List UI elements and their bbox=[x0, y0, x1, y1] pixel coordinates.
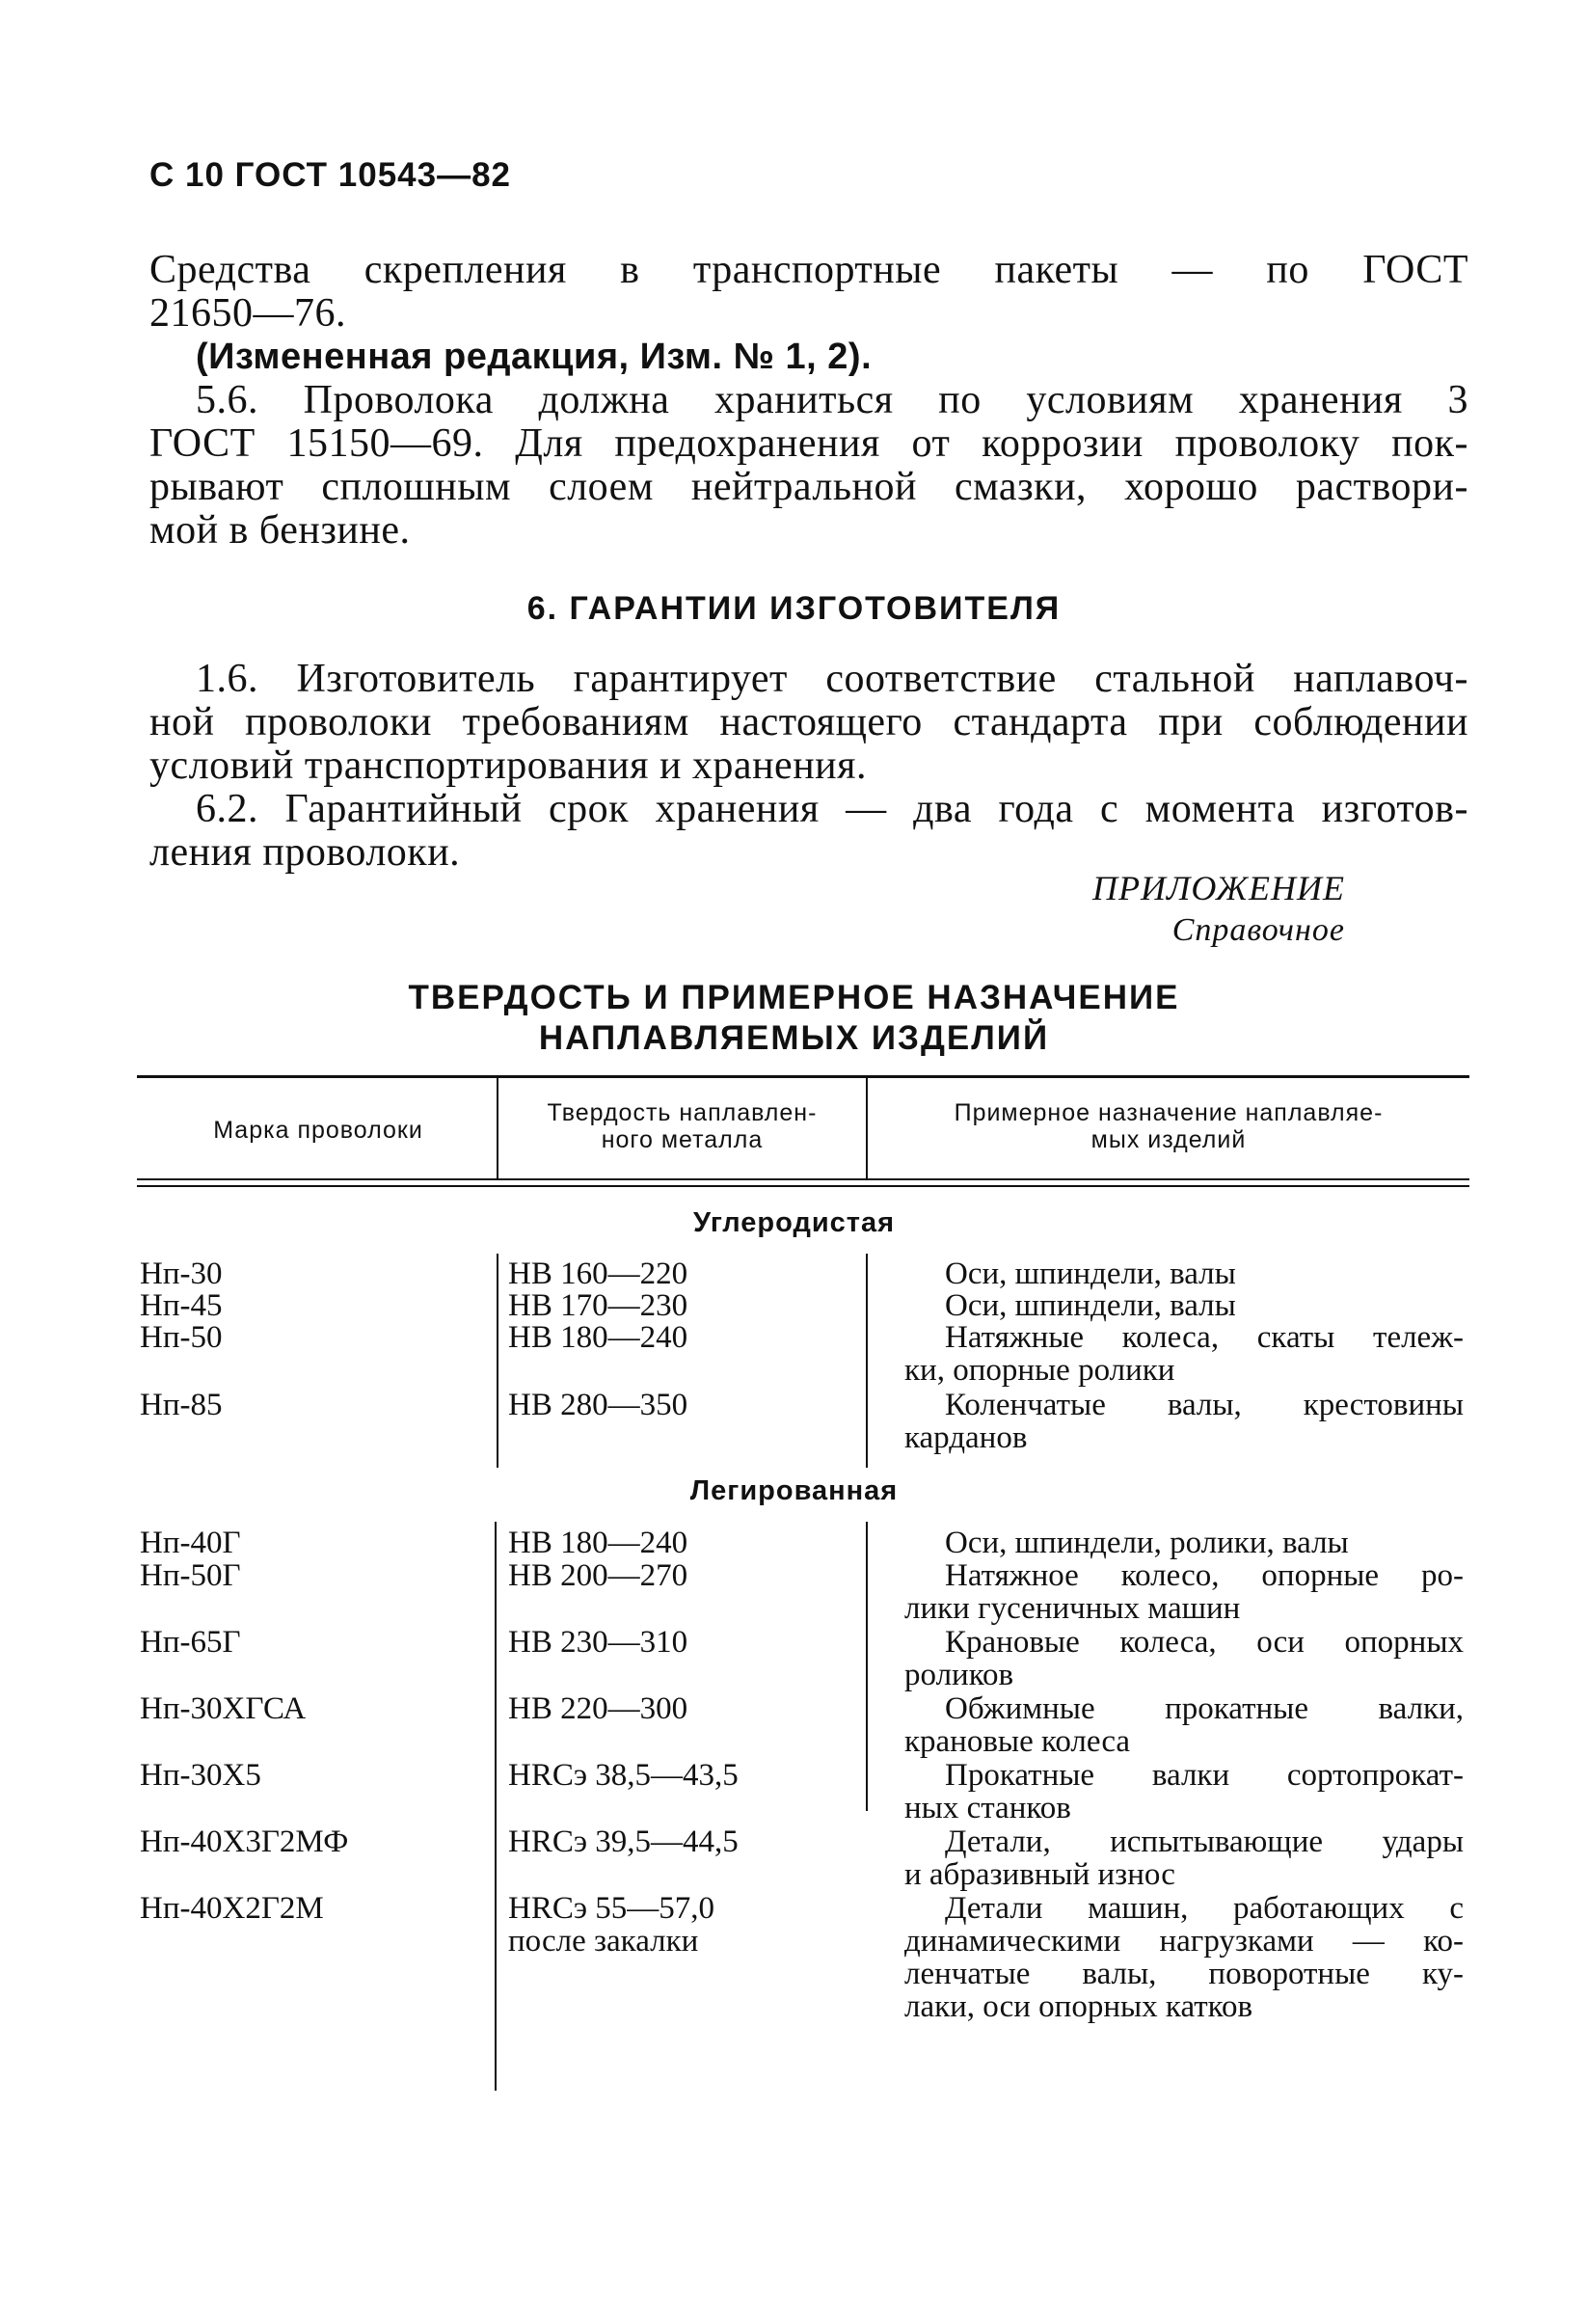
column-header-purpose-line: мых изделий bbox=[1090, 1126, 1247, 1153]
page-header: С 10 ГОСТ 10543—82 bbox=[149, 156, 512, 194]
purpose-line: Обжимные прокатные валки, bbox=[945, 1691, 1464, 1726]
table-body-divider-1 bbox=[495, 1522, 497, 2091]
intro-paragraph bbox=[149, 249, 1468, 553]
table-row-hardness: HB 200—270 bbox=[508, 1558, 688, 1593]
appendix-label: ПРИЛОЖЕНИЕ bbox=[1092, 869, 1345, 907]
table-row-purpose bbox=[904, 1289, 1464, 1322]
purpose-line: Оси, шпиндели, валы bbox=[945, 1257, 1236, 1291]
table-row-grade: Нп-45 bbox=[140, 1288, 223, 1323]
table-row-hardness: HB 220—300 bbox=[508, 1691, 688, 1726]
appendix-title-line-1: ТВЕРДОСТЬ И ПРИМЕРНОЕ НАЗНАЧЕНИЕ bbox=[408, 979, 1180, 1016]
purpose-line: крановые колеса bbox=[904, 1724, 1131, 1759]
amendment-note: (Измененная редакция, Изм. № 1, 2). bbox=[196, 337, 873, 377]
table-row-grade: Нп-50Г bbox=[140, 1558, 241, 1593]
purpose-line: Натяжные колеса, скаты тележ- bbox=[945, 1320, 1464, 1355]
table-row-hardness: HB 180—240 bbox=[508, 1320, 688, 1355]
purpose-line: Оси, шпиндели, ролики, валы bbox=[945, 1526, 1349, 1560]
p62-line: 6.2. Гарантийный срок хранения — два года с момента изготов- bbox=[196, 787, 1468, 831]
column-header-grade: Марка проволоки bbox=[213, 1117, 423, 1144]
purpose-line: роликов bbox=[904, 1658, 1014, 1692]
purpose-line: ленчатые валы, поворотные ку- bbox=[904, 1957, 1464, 1991]
table-row-hardness: HRCэ 38,5—43,5 bbox=[508, 1758, 739, 1793]
purpose-line: ки, опорные ролики bbox=[904, 1353, 1175, 1388]
table-row-hardness: HB 170—230 bbox=[508, 1288, 688, 1323]
intro-line-1: Средства скрепления в транспортные пакеты — по ГОСТ bbox=[149, 248, 1468, 292]
purpose-line: Оси, шпиндели, валы bbox=[945, 1288, 1236, 1323]
column-header-purpose bbox=[868, 1099, 1469, 1153]
group-title-alloy: Легированная bbox=[689, 1475, 899, 1506]
column-header-hardness-line: ного металла bbox=[601, 1126, 764, 1153]
p61-line: условий транспортирования и хранения. bbox=[149, 743, 867, 788]
table-row-purpose bbox=[904, 1321, 1464, 1387]
purpose-line: Крановые колеса, оси опорных bbox=[945, 1625, 1464, 1660]
table-row-grade: Нп-40Х3Г2МФ bbox=[140, 1824, 349, 1859]
table-body-divider-2 bbox=[866, 1522, 868, 1811]
table-row-grade: Нп-85 bbox=[140, 1388, 223, 1422]
appendix-type: Справочное bbox=[1171, 912, 1345, 948]
purpose-line: Детали машин, работающих с bbox=[945, 1891, 1464, 1926]
purpose-line: и абразивный износ bbox=[904, 1857, 1175, 1892]
p61-line: ной проволоки требованиям настоящего стандарта при соблюдении bbox=[149, 700, 1468, 744]
table-row-purpose bbox=[904, 1257, 1464, 1290]
table-row-hardness: HB 230—310 bbox=[508, 1625, 688, 1660]
p56-line: 5.6. Проволока должна храниться по условиям хранения 3 bbox=[196, 378, 1468, 422]
purpose-line: лаки, оси опорных катков bbox=[904, 1989, 1253, 2024]
table-row-purpose bbox=[904, 1389, 1464, 1454]
p56-line: рывают сплошным слоем нейтральной смазки, хорошо раствори- bbox=[149, 465, 1468, 509]
intro-line-2: 21650—76. bbox=[149, 291, 346, 336]
column-header-hardness-line: Твердость наплавлен- bbox=[547, 1099, 818, 1126]
table-row-purpose bbox=[904, 1559, 1464, 1625]
section-6-title: 6. ГАРАНТИИ ИЗГОТОВИТЕЛЯ bbox=[526, 590, 1062, 627]
purpose-line: Прокатные валки сортопрокат- bbox=[945, 1758, 1464, 1793]
p56-line: мой в бензине. bbox=[149, 508, 411, 553]
table-row-grade: Нп-40Х2Г2М bbox=[140, 1891, 324, 1926]
group-title-carbon: Углеродистая bbox=[692, 1207, 896, 1238]
table-row-grade: Нп-65Г bbox=[140, 1625, 241, 1660]
table-top-rule bbox=[137, 1075, 1469, 1078]
table-row-grade: Нп-30ХГСА bbox=[140, 1691, 307, 1726]
table-header-rule-1 bbox=[137, 1178, 1469, 1180]
table-row-hardness: HB 280—350 bbox=[508, 1388, 688, 1422]
appendix-title-line-2: НАПЛАВЛЯЕМЫХ ИЗДЕЛИЙ bbox=[538, 1019, 1050, 1057]
hardness-line: после закалки bbox=[508, 1924, 699, 1959]
table-row-grade: Нп-30 bbox=[140, 1257, 223, 1291]
table-header-rule-2 bbox=[137, 1185, 1469, 1187]
purpose-line: Детали, испытывающие удары bbox=[945, 1824, 1464, 1859]
table-row-purpose bbox=[904, 1527, 1464, 1559]
section-6-body bbox=[149, 658, 1468, 875]
p56-line: ГОСТ 15150—69. Для предохранения от коррозии проволоку пок- bbox=[149, 421, 1468, 466]
column-header-hardness bbox=[498, 1099, 866, 1153]
purpose-line: динамическими нагрузками — ко- bbox=[904, 1924, 1464, 1959]
column-header-purpose-line: Примерное назначение наплавляе- bbox=[954, 1099, 1384, 1126]
purpose-line: карданов bbox=[904, 1420, 1028, 1455]
table-row-purpose bbox=[904, 1892, 1464, 2023]
table-row-hardness: HB 160—220 bbox=[508, 1257, 688, 1291]
purpose-line: Коленчатые валы, крестовины bbox=[945, 1388, 1464, 1422]
table-row-purpose bbox=[904, 1692, 1464, 1758]
table-row-grade: Нп-50 bbox=[140, 1320, 223, 1355]
table-row-purpose bbox=[904, 1626, 1464, 1691]
purpose-line: лики гусеничных машин bbox=[904, 1591, 1241, 1626]
table-body-divider-2 bbox=[866, 1254, 868, 1468]
table-body-divider-1 bbox=[497, 1254, 498, 1468]
table-row-hardness: HB 180—240 bbox=[508, 1526, 688, 1560]
p61-line: 1.6. Изготовитель гарантирует соответствие стальной наплавоч- bbox=[196, 657, 1468, 701]
table-row-purpose bbox=[904, 1759, 1464, 1824]
table-row-hardness bbox=[508, 1892, 714, 1958]
table-row-purpose bbox=[904, 1825, 1464, 1891]
table-row-grade: Нп-40Г bbox=[140, 1526, 241, 1560]
purpose-line: ных станков bbox=[904, 1791, 1071, 1825]
table-row-hardness: HRCэ 39,5—44,5 bbox=[508, 1824, 739, 1859]
p62-line: ления проволоки. bbox=[149, 830, 461, 875]
hardness-line: HRCэ 55—57,0 bbox=[508, 1891, 715, 1926]
table-row-grade: Нп-30Х5 bbox=[140, 1758, 261, 1793]
purpose-line: Натяжное колесо, опорные ро- bbox=[945, 1558, 1464, 1593]
